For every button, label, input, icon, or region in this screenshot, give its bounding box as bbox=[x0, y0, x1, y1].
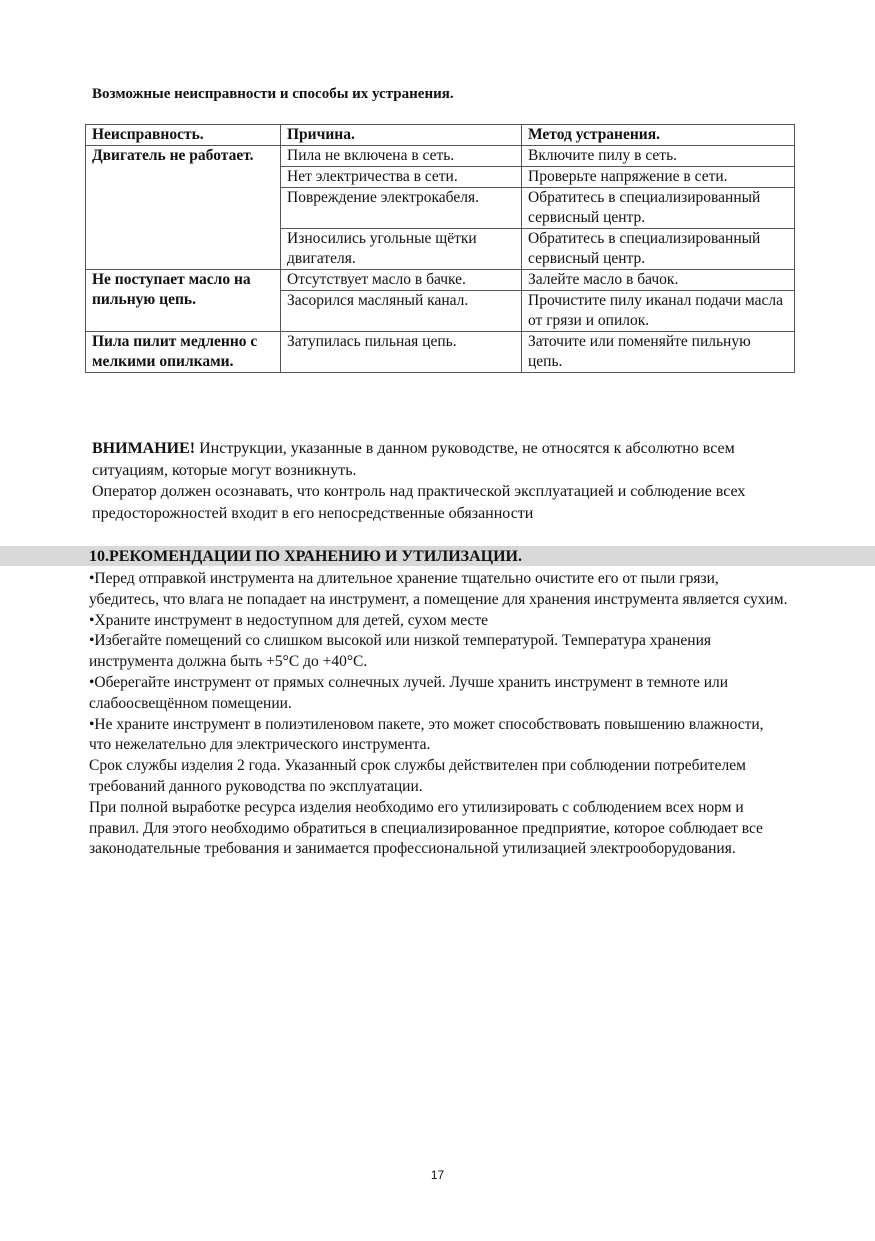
cause-cell: Отсутствует масло в бачке. bbox=[281, 270, 522, 291]
cause-cell: Повреждение электрокабеля. bbox=[281, 188, 522, 229]
section-body bbox=[89, 569, 789, 860]
table-row bbox=[86, 146, 795, 167]
table-header-row bbox=[86, 125, 795, 146]
remedy-cell: Обратитесь в специализированный сервисный центр. bbox=[522, 229, 795, 270]
section-title: 10.РЕКОМЕНДАЦИИ ПО ХРАНЕНИЮ И УТИЛИЗАЦИИ. bbox=[89, 548, 522, 565]
warning-operator-text: Оператор должен осознавать, что контроль над практической эксплуатацией и соблюдение всех предосторожностей входит в его непосредственные обязанности bbox=[92, 483, 746, 522]
storage-paragraph: •Избегайте помещений со слишком высокой или низкой температурой. Температура хранения инструмента должна быть +5°C до +40°C. bbox=[89, 632, 712, 671]
service-life-paragraph: Срок службы изделия 2 года. Указанный срок службы действителен при соблюдении потребителем требований данного руководства по эксплуатации. bbox=[89, 757, 746, 795]
remedy-cell: Обратитесь в специализированный сервисный центр. bbox=[522, 188, 795, 229]
fault-cell: Двигатель не работает. bbox=[86, 146, 281, 270]
table-row bbox=[86, 332, 795, 373]
remedy-cell: Залейте масло в бачок. bbox=[522, 270, 795, 291]
cause-cell: Пила не включена в сеть. bbox=[281, 146, 522, 167]
table-row bbox=[86, 270, 795, 291]
cause-cell: Засорился масляный канал. bbox=[281, 291, 522, 332]
remedy-cell: Заточите или поменяйте пильную цепь. bbox=[522, 332, 795, 373]
fault-cell: Не поступает масло на пильную цепь. bbox=[86, 270, 281, 332]
warning-text: Инструкции, указанные в данном руководстве, не относятся к абсолютно всем ситуациям, которые могут возникнуть. bbox=[92, 440, 735, 479]
cause-cell: Нет электричества в сети. bbox=[281, 167, 522, 188]
storage-paragraph: •Храните инструмент в недоступном для детей, сухом месте bbox=[89, 611, 489, 629]
storage-paragraph: •Не храните инструмент в полиэтиленовом пакете, это может способствовать повышению влажности, что нежелательно для электрического инструмента. bbox=[89, 715, 764, 754]
page-number: 17 bbox=[430, 1168, 445, 1182]
troubleshooting-heading: Возможные неисправности и способы их устранения. bbox=[92, 86, 454, 102]
header-cause: Причина. bbox=[281, 125, 522, 146]
warning-line bbox=[92, 438, 792, 481]
fault-cell: Пила пилит медленно с мелкими опилками. bbox=[86, 332, 281, 373]
header-remedy: Метод устранения. bbox=[522, 125, 795, 146]
cause-cell: Затупилась пильная цепь. bbox=[281, 332, 522, 373]
disposal-paragraph: При полной выработке ресурса изделия необходимо его утилизировать с соблюдением всех норм и правил. Для этого необходимо обратиться в специализированное предприятие, которое соблюдает все законодательные требования и занимается профессиональной утилизацией электрооборудования. bbox=[89, 798, 763, 858]
header-fault: Неисправность. bbox=[86, 125, 281, 146]
remedy-cell: Проверьте напряжение в сети. bbox=[522, 167, 795, 188]
cause-cell: Износились угольные щётки двигателя. bbox=[281, 229, 522, 270]
remedy-cell: Прочистите пилу иканал подачи масла от грязи и опилок. bbox=[522, 291, 795, 332]
storage-paragraph: •Перед отправкой инструмента на длительное хранение тщательно очистите его от пыли грязи, убедитесь, что влага не попадает на инструмент, а помещение для хранения инструмента является сухим. bbox=[89, 570, 788, 608]
warning-block bbox=[92, 438, 792, 524]
warning-label: ВНИМАНИЕ! bbox=[92, 440, 196, 457]
remedy-cell: Включите пилу в сеть. bbox=[522, 146, 795, 167]
troubleshooting-table bbox=[85, 124, 795, 373]
storage-paragraph: •Оберегайте инструмент от прямых солнечных лучей. Лучше хранить инструмент в темноте или слабоосвещённом помещении. bbox=[89, 673, 729, 712]
